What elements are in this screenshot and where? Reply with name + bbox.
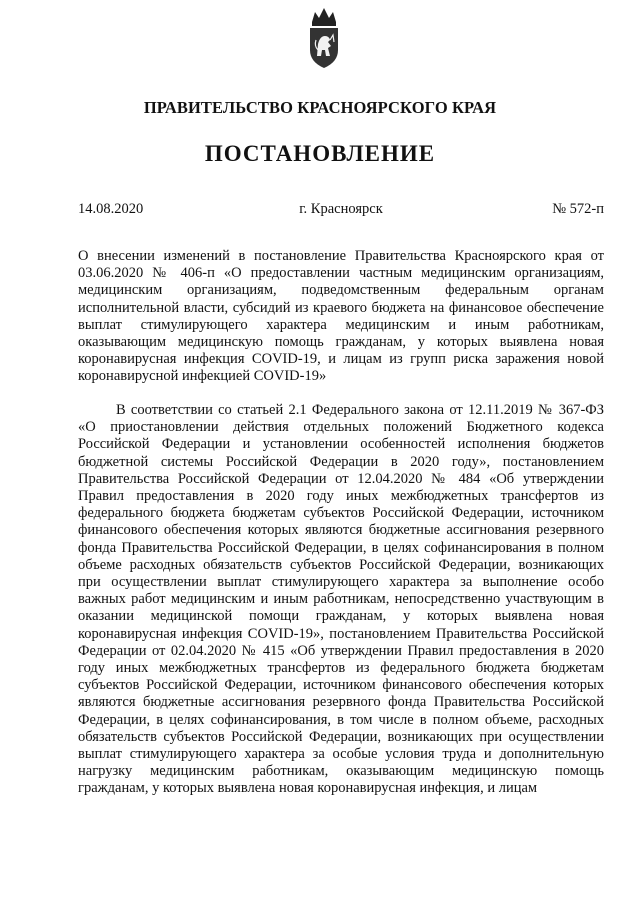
document-city: г. Красноярск (299, 201, 383, 217)
coat-of-arms-icon (306, 6, 342, 72)
document-subject: О внесении изменений в постановление Правительства Красноярского края от 03.06.2020 № 406-п «О предоставлении частным медицинским организациям, медицинским организациям, подведомственным федеральным органам исполнительной власти, субсидий из краевого бюджета на финансовое обеспечение выплат стимулирующего характера медицинским и иным работникам, оказывающим медицинскую помощь гражданам, у которых выявлена новая коронавирусная инфекция COVID-19, и лицам из групп риска заражения новой коронавирусной инфекцией COVID-19» (78, 248, 604, 385)
document-date: 14.08.2020 (78, 201, 144, 217)
document-number: № 572-п (552, 201, 604, 217)
government-title: ПРАВИТЕЛЬСТВО КРАСНОЯРСКОГО КРАЯ (143, 98, 497, 117)
document-body-paragraph: В соответствии со статьей 2.1 Федерального закона от 12.11.2019 № 367-ФЗ «О приостановлении действия отдельных положений Бюджетного кодекса Российской Федерации и установлении особенностей исполнения бюджетов бюджетной системы Российской Федерации в 2020 году», постановлением Правительства Российской Федерации от 12.04.2020 № 484 «Об утверждении Правил предоставления в 2020 году иных межбюджетных трансфертов из федерального бюджета бюджетам субъектов Российской Федерации, источником финансового обеспечения которых являются бюджетные ассигнования резервного фонда Правительства Российской Федерации, в целях софинансирования в полном объеме расходных обязательств субъектов Российской Федерации, возникающих при осуществлении выплат стимулирующего характера за выполнение особо важных работ медицинским и иным работникам, непосредственно участвующим в оказании медицинской помощи гражданам, у которых выявлена новая коронавирусная инфекция COVID-19», постановлением Правительства Российской Федерации от 02.04.2020 № 415 «Об утверждении Правил предоставления в 2020 году иных межбюджетных трансфертов из федерального бюджета бюджетам субъектов Российской Федерации, источником финансового обеспечения которых являются бюджетные ассигнования резервного фонда Правительства Российской Федерации, в целях софинансирования, в том числе в полном объеме, расходных обязательств субъектов Российской Федерации, возникающих при осуществлении выплат стимулирующего характера за особые условия труда и дополнительную нагрузку медицинским работникам, оказывающим медицинскую помощь гражданам, у которых выявлена новая коронавирусная инфекция, и лицам (78, 402, 604, 797)
document-meta-row (78, 201, 604, 221)
document-type-title: ПОСТАНОВЛЕНИЕ (204, 141, 436, 166)
